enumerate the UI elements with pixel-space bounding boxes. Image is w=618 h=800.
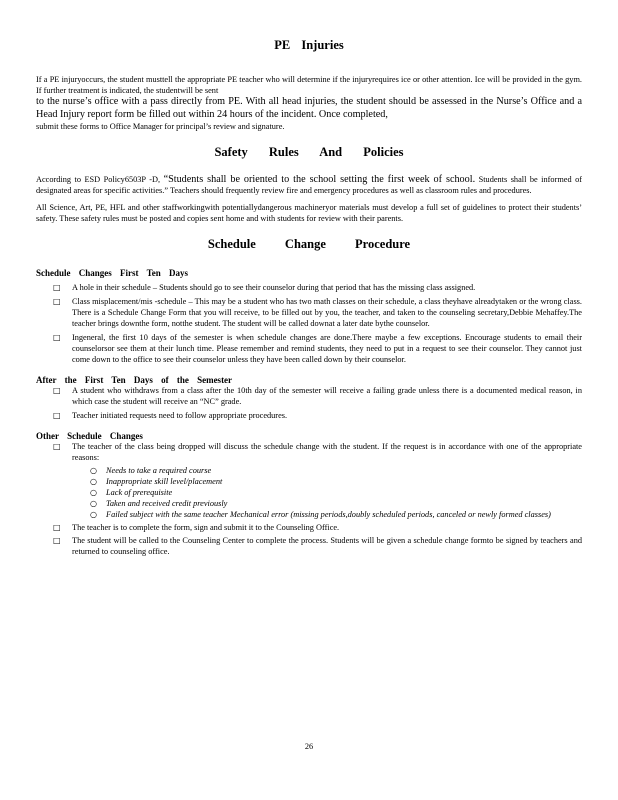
list-item: □ The student will be called to the Counseling Center to complete the process. Students will be given a schedule change formto be signed by teachers and returned to counseling office. (53, 536, 582, 556)
circle-bullet-icon: ○ (90, 466, 97, 475)
circle-bullet-icon: ○ (90, 488, 97, 497)
pe-injuries-para-c: submit these forms to Office Manager for principal’s review and signature. (36, 122, 285, 131)
reason-item: ○ Failed subject with the same teacher Mechanical error (missing periods,doubly scheduled periods, canceled or newly formed classes) (90, 510, 551, 519)
list-item: □ A hole in their schedule – Students should go to see their counselor during that period that has the missing class assigned. (53, 283, 476, 292)
other-changes-heading: Other Schedule Changes (36, 431, 143, 441)
first-ten-days-list (36, 282, 582, 365)
safety-title: Safety Rules And Policies (214, 145, 404, 159)
after-ten-days-heading: After the First Ten Days of the Semester (36, 375, 233, 385)
square-bullet-icon: □ (53, 386, 61, 395)
square-bullet-icon: □ (53, 442, 61, 451)
policy-guidance: Teachers should frequently review fire and emergency procedures as well as classroom rules and procedures. (169, 186, 532, 195)
square-bullet-icon: □ (53, 536, 61, 545)
list-item: □ Ingeneral, the first 10 days of the semester is when schedule changes are done.There maybe a few exceptions. Encourage students to email their counselorsor see them at their lunch time. Please remember and remind students, they need to put in a request to see their counselor. They cannot just come down to the office to see their counselor unless they have been called down by their counselor. (53, 333, 582, 364)
square-bullet-icon: □ (53, 333, 61, 342)
list-item: □ A student who withdraws from a class after the 10th day of the semester will receive a failing grade unless there is a documented medical reason, in which case the student will receive an “NC” grade. (53, 386, 582, 406)
square-bullet-icon: □ (53, 283, 61, 292)
reason-item: ○ Taken and received credit previously (90, 499, 228, 508)
pe-injuries-para-a: If a PE injuryoccurs, the student musttell the appropriate PE teacher who will determine if the injuryrequires ice or other attention. Ice will be provided in the gym. If further treatment is indicated, the studentwill be sent (36, 75, 582, 95)
other-changes-list (36, 441, 582, 557)
page-number: 26 (304, 742, 314, 751)
after-ten-days-list (36, 385, 582, 421)
policy-quote-1: “Students shall be oriented to the school setting the first week of school. (163, 174, 476, 185)
safety-para-1 (36, 174, 582, 196)
policy-reference: According to ESD Policy6503P -D, (36, 175, 161, 184)
circle-bullet-icon: ○ (90, 477, 97, 486)
pe-injuries-para-b: to the nurse’s office with a pass directly from PE. With all head injuries, the student should be assessed in the Nurse’s Office and a Head Injury report form be filled out within 24 hours of the incident. Once completed, (36, 96, 582, 120)
document-page (36, 38, 582, 557)
safety-para-2: All Science, Art, PE, HFL and other staffworkingwith potentiallydangerous machineryor materials must develop a full set of guidelines to protect their students’ safety. These safety rules must be posted and copies sent home and with students for review with their parents. (36, 203, 582, 223)
policy-quote-2: Students shall be informed of designated areas for specific activities.” (36, 175, 583, 195)
list-item: □ Teacher initiated requests need to follow appropriate procedures. (53, 411, 288, 420)
square-bullet-icon: □ (53, 523, 61, 532)
pe-injuries-title: PE Injuries (274, 38, 344, 52)
circle-bullet-icon: ○ (90, 510, 97, 519)
list-item: □ Class misplacement/mis -schedule – This may be a student who has two math classes on their schedule, a class theyhave alreadytaken or the wrong class. There is a Schedule Change Form that you will receive, to be filled out by you, the teacher, and taken to the counseling secretary,Debbie Mehaffey.The teacher brings downthe form, notthe student. The student will be called downat a later date bythe counselor. (53, 297, 582, 328)
list-item: □ The teacher is to complete the form, sign and submit it to the Counseling Office. (53, 523, 340, 532)
schedule-title: Schedule Change Procedure (207, 237, 411, 251)
reason-item: ○ Needs to take a required course (90, 466, 212, 475)
list-item: □ The teacher of the class being dropped will discuss the schedule change with the student. If the request is in accordance with one of the appropriate reasons: ○ Needs to take a required course ○ Inappropriate skill level/placement ○ Lack of prerequisite ○ Taken and received credit previously ○ Failed subject with the same teacher Mechanical error (missing periods,doubly scheduled periods, canceled or newly formed classes) (53, 442, 582, 519)
reason-item: ○ Lack of prerequisite (90, 488, 173, 497)
circle-bullet-icon: ○ (90, 499, 97, 508)
reasons-list (72, 465, 582, 520)
square-bullet-icon: □ (53, 297, 61, 306)
first-ten-days-heading: Schedule Changes First Ten Days (36, 268, 189, 278)
reason-item: ○ Inappropriate skill level/placement (90, 477, 223, 486)
square-bullet-icon: □ (53, 411, 61, 420)
